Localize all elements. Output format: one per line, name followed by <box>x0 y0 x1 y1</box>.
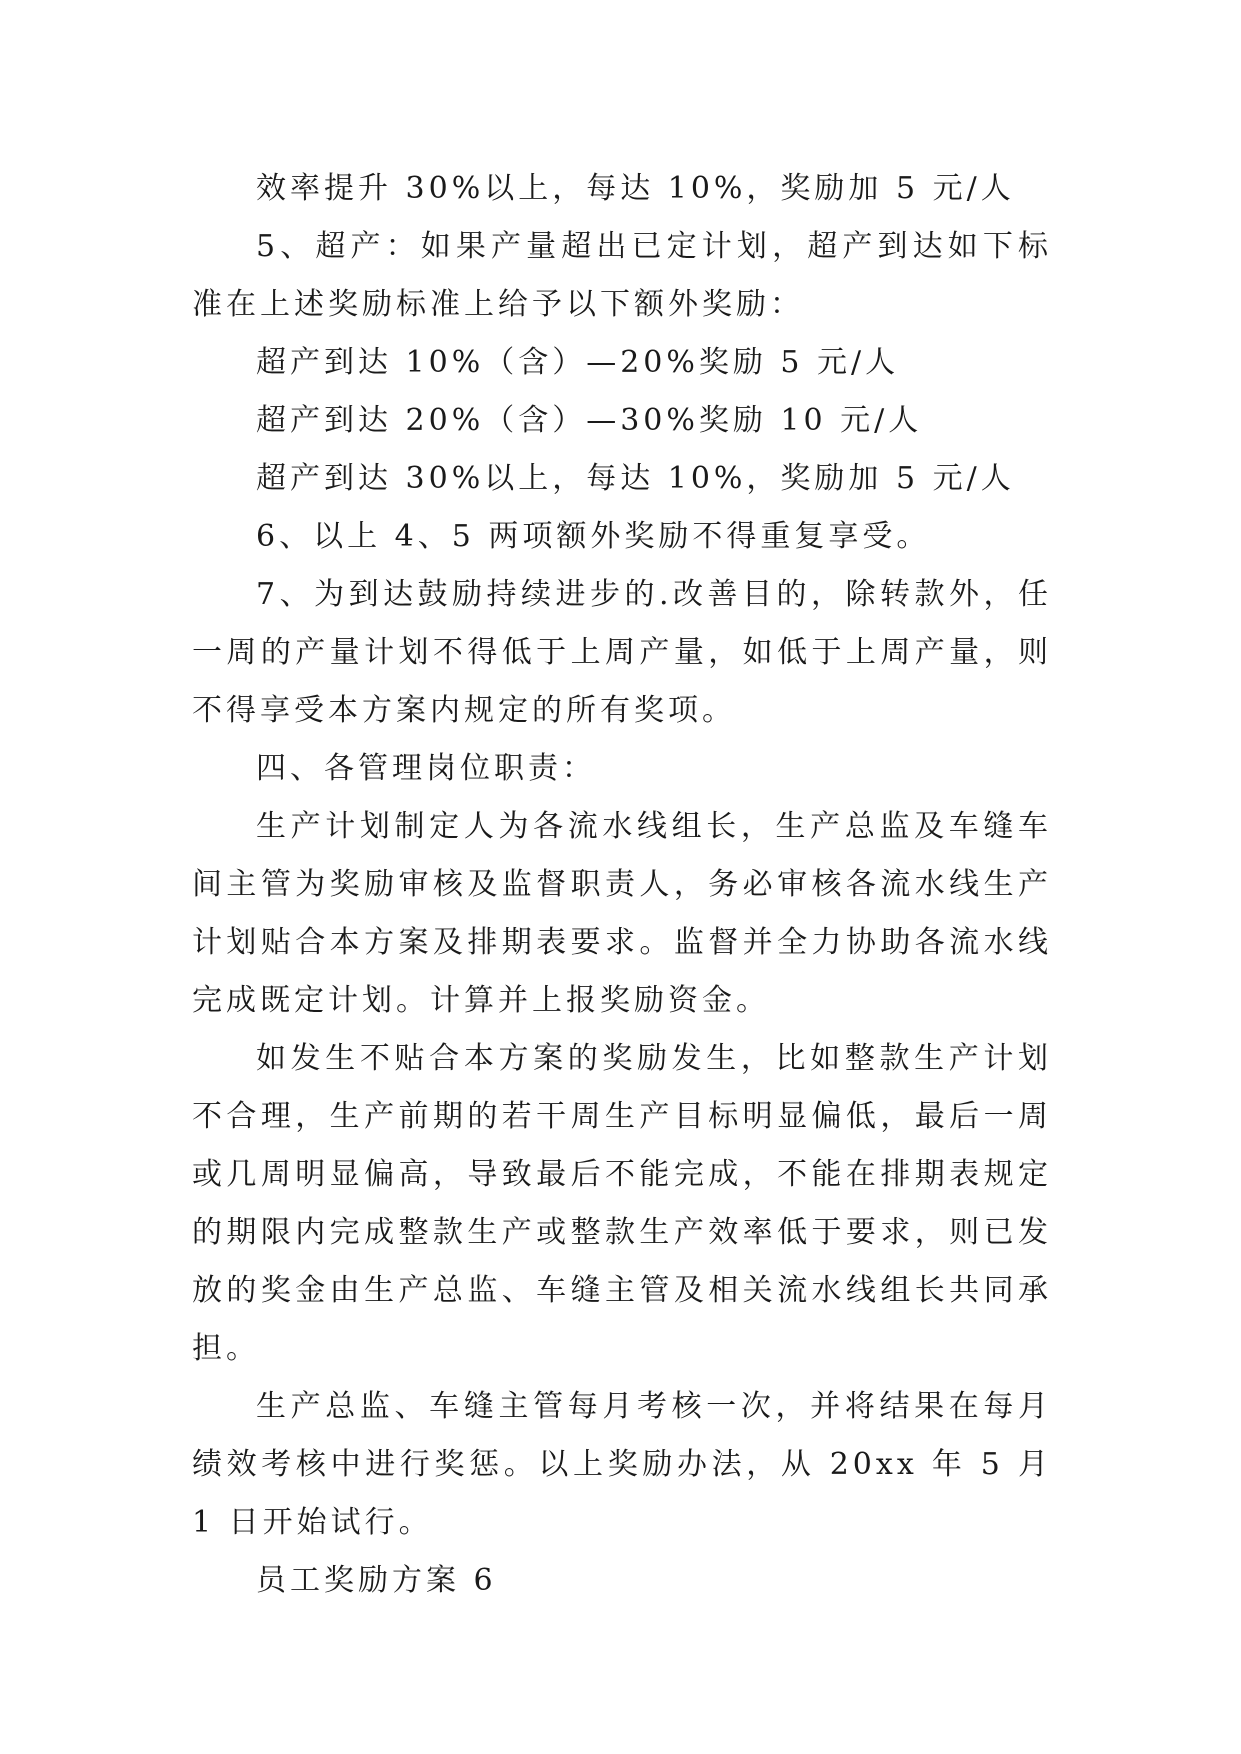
paragraph-overproduction-10-20: 超产到达 10%（含）—20%奖励 5 元/人 <box>256 345 900 380</box>
paragraph-non-compliance: 如发生不贴合本方案的奖励发生，比如整款生产计划不合理，生产前期的若干周生产目标明显偏低，最后一周或几周明显偏高，导致最后不能完成，不能在排期表规定的期限内完成整款生产或整款生产效率低于要求，则已发放的奖金由生产总监、车缝主管及相关流水线组长共同承担。 <box>192 1041 1052 1366</box>
section-title-plan-6: 员工奖励方案 6 <box>256 1563 497 1598</box>
paragraph-overproduction-20-30: 超产到达 20%（含）—30%奖励 10 元/人 <box>256 403 923 438</box>
paragraph-overproduction-30-plus: 超产到达 30%以上，每达 10%，奖励加 5 元/人 <box>256 461 1015 496</box>
paragraph-efficiency-30-plus: 效率提升 30%以上，每达 10%，奖励加 5 元/人 <box>256 171 1015 206</box>
paragraph-weekly-plan-rule: 7、为到达鼓励持续进步的.改善目的，除转款外，任一周的产量计划不得低于上周产量，如低于上周产量，则不得享受本方案内规定的所有奖项。 <box>192 577 1052 728</box>
paragraph-monthly-review: 生产总监、车缝主管每月考核一次，并将结果在每月绩效考核中进行奖惩。以上奖励办法，从 20xx 年 5 月 1 日开始试行。 <box>192 1389 1052 1540</box>
paragraph-overproduction-rule: 5、超产：如果产量超出已定计划，超产到达如下标准在上述奖励标准上给予以下额外奖励： <box>192 229 1052 322</box>
paragraph-no-duplicate-reward: 6、以上 4、5 两项额外奖励不得重复享受。 <box>256 519 931 554</box>
document-body <box>192 160 1052 1610</box>
paragraph-plan-responsibility: 生产计划制定人为各流水线组长，生产总监及车缝车间主管为奖励审核及监督职责人，务必审核各流水线生产计划贴合本方案及排期表要求。监督并全力协助各流水线完成既定计划。计算并上报奖励资金。 <box>192 809 1052 1018</box>
section-heading-management-duties: 四、各管理岗位职责： <box>256 751 596 786</box>
